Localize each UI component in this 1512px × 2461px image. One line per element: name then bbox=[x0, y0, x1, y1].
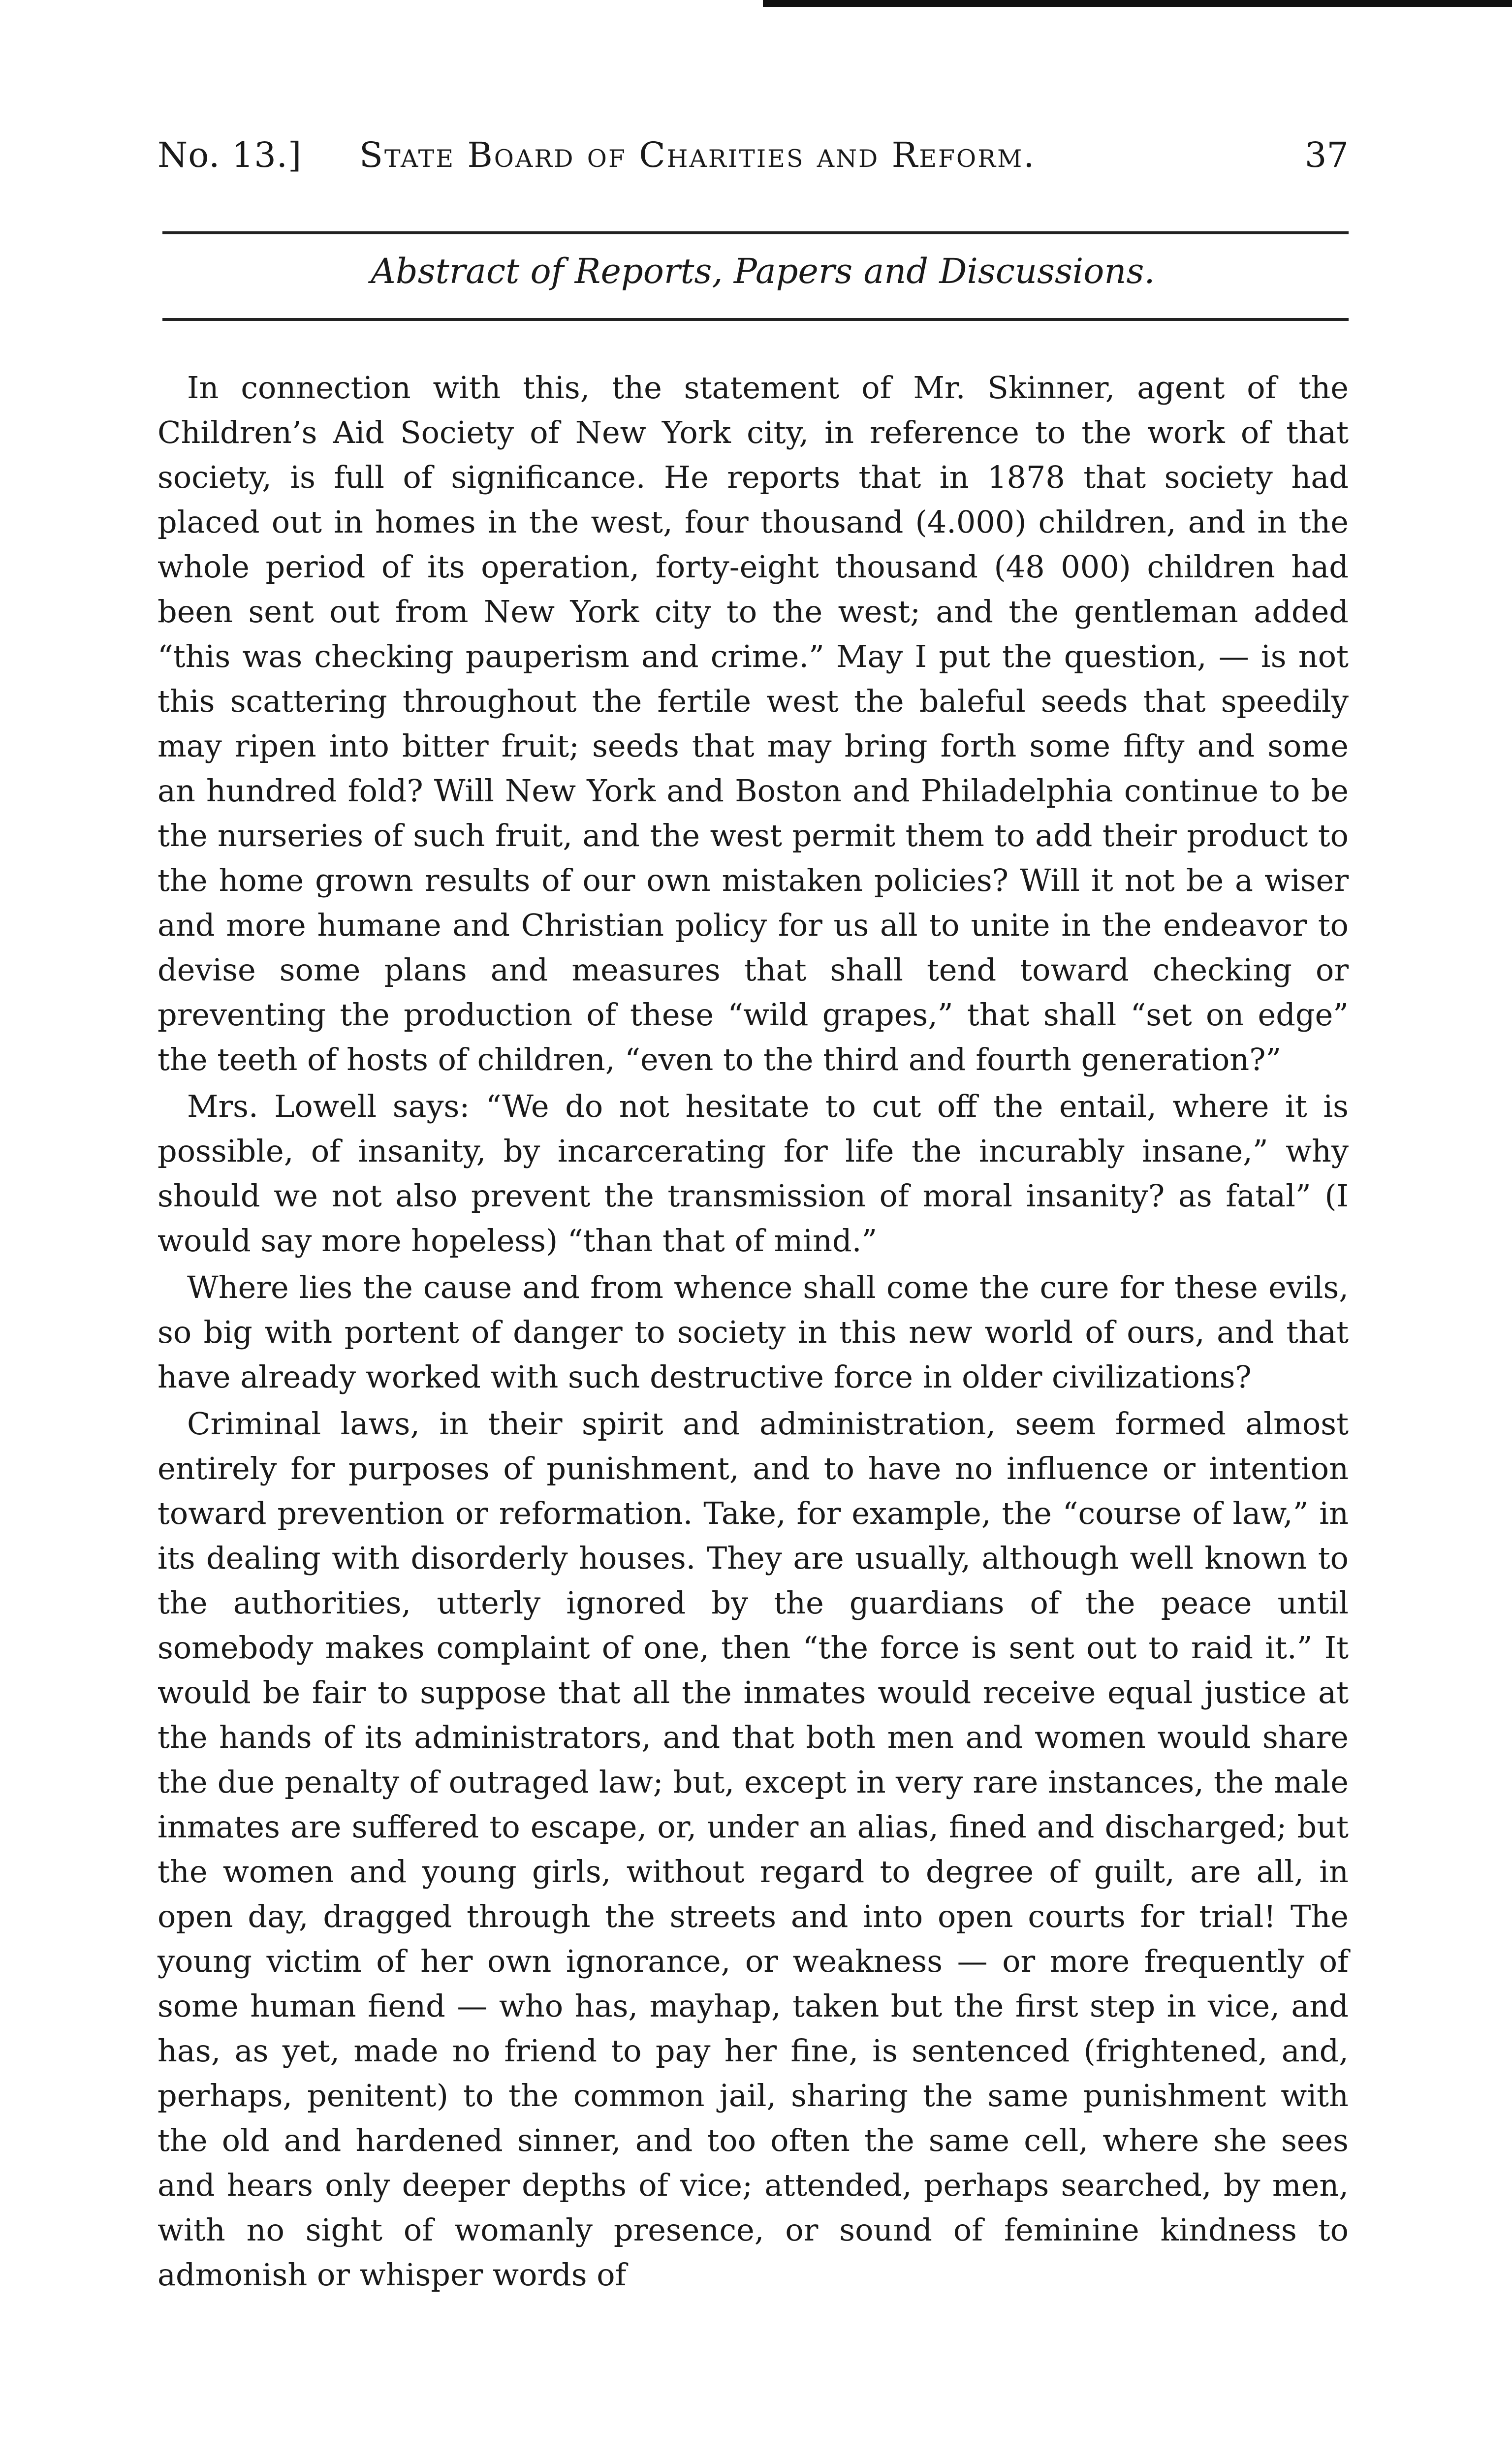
running-title: State Board of Charities and Reform. bbox=[359, 135, 1036, 175]
paragraph: In connection with this, the statement of Mr. Skinner, agent of the Children’s Aid Society of New York city, in reference to the work of that society, is full of significance. He reports that in 1878 that society had placed out in homes in the west, four thousand (4.000) children, and in the whole period of its operation, forty-eight thousand (48 000) children had been sent out from New York city to the west; and the gentleman added “this was checking pauperism and crime.” May I put the question, — is not this scattering throughout the fertile west the baleful seeds that speedily may ripen into bitter fruit; seeds that may bring forth some fifty and some an hundred fold? Will New York and Boston and Philadelphia continue to be the nurseries of such fruit, and the west permit them to add their product to the home grown results of our own mistaken policies? Will it not be a wiser and more humane and Christian policy for us all to unite in the endeavor to devise some plans and measures that shall tend toward checking or preventing the production of these “wild grapes,” that shall “set on edge” the teeth of hosts of children, “even to the third and fourth generation?” bbox=[158, 370, 1349, 1077]
paragraph: Criminal laws, in their spirit and administration, seem formed almost entirely for purposes of punishment, and to have no influence or intention toward prevention or reformation. Take, for example, the “course of law,” in its dealing with disorderly houses. They are usually, although well known to the authorities, utterly ignored by the guardians of the peace until somebody makes complaint of one, then “the force is sent out to raid it.” It would be fair to suppose that all the inmates would receive equal justice at the hands of its administrators, and that both men and women would share the due penalty of outraged law; but, except in very rare instances, the male inmates are suffered to escape, or, under an alias, fined and discharged; but the women and young girls, without regard to degree of guilt, are all, in open day, dragged through the streets and into open courts for trial! The young victim of her own ignorance, or weakness — or more frequently of some human fiend — who has, mayhap, taken but the first step in vice, and has, as yet, made no friend to pay her fine, is sentenced (frightened, and, perhaps, penitent) to the common jail, sharing the same punishment with the old and hardened sinner, and too often the same cell, where she sees and hears only deeper depths of vice; attended, perhaps searched, by men, with no sight of womanly presence, or sound of feminine kindness to admonish or whisper words of bbox=[158, 1406, 1349, 2293]
document-number: No. 13.] bbox=[158, 135, 302, 175]
running-header bbox=[158, 123, 1349, 187]
body-text bbox=[158, 365, 1349, 2297]
section-subheading: Abstract of Reports, Papers and Discussions. bbox=[371, 251, 1155, 291]
header-rule-bottom bbox=[162, 318, 1349, 321]
paragraph: Mrs. Lowell says: “We do not hesitate to cut off the entail, where it is possible, of insanity, by incarcerating for life the incurably insane,” why should we not also prevent the transmission of moral insanity? as fatal” (I would say more hopeless) “than that of mind.” bbox=[158, 1088, 1349, 1259]
document-page bbox=[158, 123, 1349, 2297]
paragraph: Where lies the cause and from whence shall come the cure for these evils, so big with portent of danger to society in this new world of ours, and that have already worked with such destructive force in older civilizations? bbox=[158, 1269, 1349, 1395]
page-number: 37 bbox=[1304, 135, 1349, 175]
scan-edge-top bbox=[763, 0, 1512, 7]
